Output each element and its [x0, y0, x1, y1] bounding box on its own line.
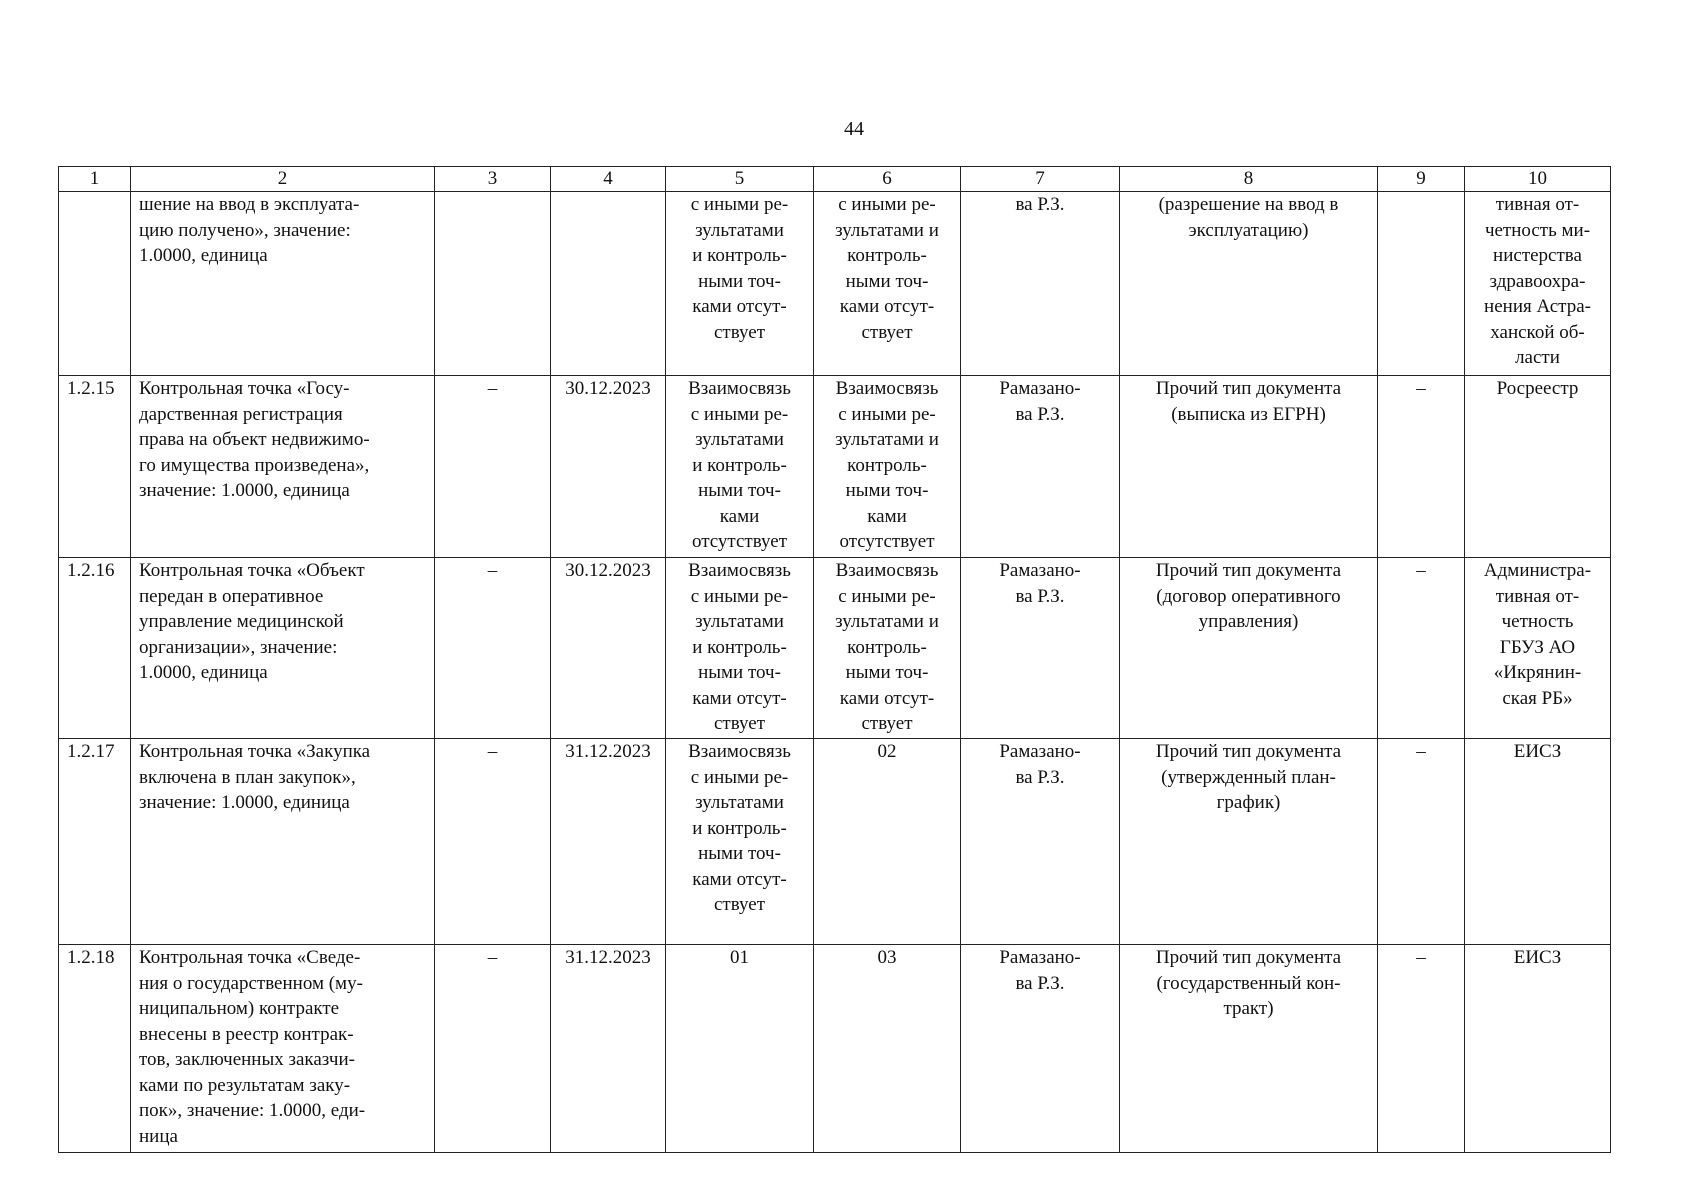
row-number-cell: 1.2.16 [59, 558, 131, 739]
document-type-cell: (разрешение на ввод в эксплуатацию) [1120, 192, 1378, 376]
column-header: 1 [59, 167, 131, 192]
date-cell: 30.12.2023 [551, 376, 666, 558]
source-cell: ЕИСЗ [1465, 739, 1611, 945]
document-type-cell: Прочий тип документа (утвержденный план- график) [1120, 739, 1378, 945]
date-cell [551, 192, 666, 376]
cell-col5: 01 [666, 945, 814, 1153]
date-cell: 30.12.2023 [551, 558, 666, 739]
cell-col3: – [435, 945, 551, 1153]
row-number-cell [59, 192, 131, 376]
responsible-cell: Рамазано- ва Р.З. [961, 739, 1120, 945]
cell-col6: с иными ре- зультатами и контроль- ными точ- ками отсут- ствует [814, 192, 961, 376]
document-type-cell: Прочий тип документа (выписка из ЕГРН) [1120, 376, 1378, 558]
column-header: 4 [551, 167, 666, 192]
cell-col6: 02 [814, 739, 961, 945]
source-cell: Росреестр [1465, 376, 1611, 558]
responsible-cell: Рамазано- ва Р.З. [961, 558, 1120, 739]
cell-col5: Взаимосвязь с иными ре- зультатами и контроль- ными точ- ками отсут- ствует [666, 558, 814, 739]
column-header: 7 [961, 167, 1120, 192]
cell-col3: – [435, 739, 551, 945]
responsible-cell: Рамазано- ва Р.З. [961, 376, 1120, 558]
table-row [59, 376, 1611, 558]
column-header: 5 [666, 167, 814, 192]
column-header: 6 [814, 167, 961, 192]
cell-col3: – [435, 376, 551, 558]
page-number: 44 [844, 118, 864, 140]
column-header: 8 [1120, 167, 1378, 192]
column-header: 9 [1378, 167, 1465, 192]
document-type-cell: Прочий тип документа (договор оперативного управления) [1120, 558, 1378, 739]
column-numbers-row [59, 167, 1611, 192]
date-cell: 31.12.2023 [551, 945, 666, 1153]
column-header: 10 [1465, 167, 1611, 192]
description-cell: Контрольная точка «Госу- дарственная регистрация права на объект недвижимо- го имущества произведена», значение: 1.0000, единица [131, 376, 435, 558]
source-cell: тивная от- четность ми- нистерства здравоохра- нения Астра- ханской об- ласти [1465, 192, 1611, 376]
cell-col9: – [1378, 376, 1465, 558]
cell-col6: 03 [814, 945, 961, 1153]
description-cell: Контрольная точка «Объект передан в оперативное управление медицинской организации», значение: 1.0000, единица [131, 558, 435, 739]
column-header: 3 [435, 167, 551, 192]
description-cell: Контрольная точка «Сведе- ния о государственном (му- ниципальном) контракте внесены в реестр контрак- тов, заключенных заказчи- ками по результатам заку- пок», значение: 1.0000, еди- ница [131, 945, 435, 1153]
responsible-cell: ва Р.З. [961, 192, 1120, 376]
cell-col6: Взаимосвязь с иными ре- зультатами и контроль- ными точ- ками отсутствует [814, 376, 961, 558]
description-cell: шение на ввод в эксплуата- цию получено», значение: 1.0000, единица [131, 192, 435, 376]
row-number-cell: 1.2.17 [59, 739, 131, 945]
responsible-cell: Рамазано- ва Р.З. [961, 945, 1120, 1153]
cell-col6: Взаимосвязь с иными ре- зультатами и контроль- ными точ- ками отсут- ствует [814, 558, 961, 739]
source-cell: ЕИСЗ [1465, 945, 1611, 1153]
table-row [59, 192, 1611, 376]
cell-col9: – [1378, 945, 1465, 1153]
cell-col5: с иными ре- зультатами и контроль- ными точ- ками отсут- ствует [666, 192, 814, 376]
cell-col3: – [435, 558, 551, 739]
cell-col9: – [1378, 558, 1465, 739]
cell-col9 [1378, 192, 1465, 376]
table-row [59, 945, 1611, 1153]
source-cell: Администра- тивная от- четность ГБУЗ АО «Икрянин- ская РБ» [1465, 558, 1611, 739]
description-cell: Контрольная точка «Закупка включена в план закупок», значение: 1.0000, единица [131, 739, 435, 945]
document-type-cell: Прочий тип документа (государственный кон- тракт) [1120, 945, 1378, 1153]
cell-col9: – [1378, 739, 1465, 945]
row-number-cell: 1.2.15 [59, 376, 131, 558]
cell-col5: Взаимосвязь с иными ре- зультатами и контроль- ными точ- ками отсут- ствует [666, 739, 814, 945]
row-number-cell: 1.2.18 [59, 945, 131, 1153]
column-header: 2 [131, 167, 435, 192]
date-cell: 31.12.2023 [551, 739, 666, 945]
cell-col3 [435, 192, 551, 376]
table-row [59, 739, 1611, 945]
table-row [59, 558, 1611, 739]
control-points-table [58, 166, 1611, 1153]
cell-col5: Взаимосвязь с иными ре- зультатами и контроль- ными точ- ками отсутствует [666, 376, 814, 558]
